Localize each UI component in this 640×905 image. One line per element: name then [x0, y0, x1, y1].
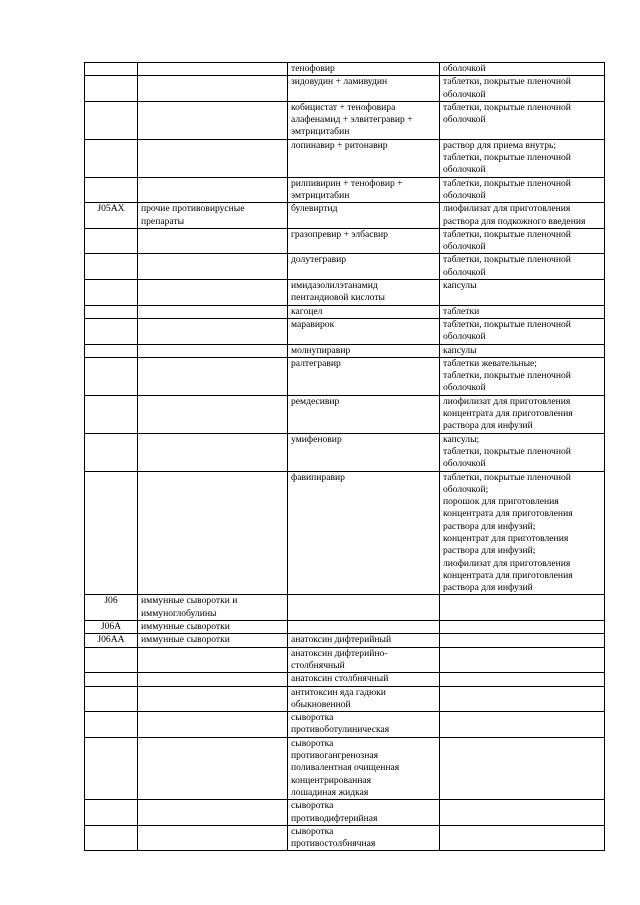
- atc-code-cell: [85, 800, 138, 826]
- dosage-form-cell: лиофилизат для приготовления концентрата для приготовления раствора для инфузий: [440, 395, 605, 433]
- atc-code-cell: [85, 63, 138, 76]
- atc-code-cell: [85, 712, 138, 738]
- table-row: [85, 712, 605, 738]
- atc-code-cell: [85, 433, 138, 471]
- atc-code-cell: [85, 305, 138, 318]
- group-name-cell: [138, 318, 288, 344]
- dosage-form-cell: [440, 647, 605, 673]
- table-body: [85, 63, 605, 851]
- drug-name-cell: анатоксин дифтерийный: [288, 634, 440, 647]
- table-row: [85, 254, 605, 280]
- atc-code-cell: J06A: [85, 621, 138, 634]
- atc-code-cell: [85, 101, 138, 139]
- group-name-cell: [138, 686, 288, 712]
- group-name-cell: [138, 712, 288, 738]
- atc-code-cell: [85, 280, 138, 306]
- table-row: [85, 76, 605, 102]
- group-name-cell: прочие противовирусные препараты: [138, 203, 288, 229]
- drug-name-cell: сыворотка противостолбнячная: [288, 825, 440, 851]
- table-row: [85, 737, 605, 799]
- dosage-form-cell: капсулы: [440, 344, 605, 357]
- dosage-form-cell: таблетки, покрытые пленочной оболочкой: [440, 101, 605, 139]
- document-page: [84, 62, 604, 851]
- drug-name-cell: [288, 621, 440, 634]
- atc-code-cell: [85, 139, 138, 177]
- group-name-cell: [138, 344, 288, 357]
- dosage-form-cell: таблетки, покрытые пленочной оболочкой: [440, 318, 605, 344]
- table-row: [85, 63, 605, 76]
- group-name-cell: [138, 673, 288, 686]
- drug-name-cell: сыворотка противодифтерийная: [288, 800, 440, 826]
- dosage-form-cell: [440, 621, 605, 634]
- table-row: [85, 395, 605, 433]
- dosage-form-cell: [440, 595, 605, 621]
- drug-name-cell: булевиртид: [288, 203, 440, 229]
- atc-code-cell: [85, 647, 138, 673]
- drug-name-cell: фавипиравир: [288, 471, 440, 595]
- drug-name-cell: молнупиравир: [288, 344, 440, 357]
- group-name-cell: [138, 228, 288, 254]
- atc-code-cell: [85, 76, 138, 102]
- dosage-form-cell: таблетки, покрытые пленочной оболочкой: [440, 228, 605, 254]
- table-row: [85, 177, 605, 203]
- dosage-form-cell: [440, 634, 605, 647]
- table-row: [85, 634, 605, 647]
- drug-name-cell: ралтегравир: [288, 357, 440, 395]
- atc-code-cell: [85, 395, 138, 433]
- table-row: [85, 228, 605, 254]
- table-row: [85, 101, 605, 139]
- drug-name-cell: долутегравир: [288, 254, 440, 280]
- group-name-cell: [138, 101, 288, 139]
- dosage-form-cell: таблетки, покрытые пленочной оболочкой: [440, 254, 605, 280]
- atc-code-cell: [85, 318, 138, 344]
- dosage-form-cell: лиофилизат для приготовления раствора для подкожного введения: [440, 203, 605, 229]
- drug-name-cell: [288, 595, 440, 621]
- dosage-form-cell: таблетки, покрытые пленочной оболочкой; порошок для приготовления концентрата для приготовления раствора для инфузий; концентрат для приготовления раствора для инфузий; лиофилизат для приготовления концентрата для приготовления раствора для инфузий: [440, 471, 605, 595]
- table-row: [85, 318, 605, 344]
- drug-name-cell: маравирок: [288, 318, 440, 344]
- drug-name-cell: анатоксин дифтерийно- столбнячный: [288, 647, 440, 673]
- group-name-cell: [138, 433, 288, 471]
- table-row: [85, 357, 605, 395]
- dosage-form-cell: [440, 825, 605, 851]
- atc-code-cell: J05AX: [85, 203, 138, 229]
- table-row: [85, 433, 605, 471]
- atc-code-cell: [85, 673, 138, 686]
- group-name-cell: [138, 737, 288, 799]
- group-name-cell: [138, 357, 288, 395]
- dosage-form-cell: раствор для приема внутрь; таблетки, покрытые пленочной оболочкой: [440, 139, 605, 177]
- group-name-cell: [138, 471, 288, 595]
- atc-code-cell: [85, 344, 138, 357]
- dosage-form-cell: таблетки: [440, 305, 605, 318]
- group-name-cell: иммунные сыворотки: [138, 634, 288, 647]
- dosage-form-cell: таблетки, покрытые пленочной оболочкой: [440, 177, 605, 203]
- atc-code-cell: [85, 357, 138, 395]
- group-name-cell: иммунные сыворотки и иммуноглобулины: [138, 595, 288, 621]
- dosage-form-cell: [440, 737, 605, 799]
- dosage-form-cell: [440, 673, 605, 686]
- table-row: [85, 800, 605, 826]
- atc-code-cell: [85, 177, 138, 203]
- drug-name-cell: зидовудин + ламивудин: [288, 76, 440, 102]
- group-name-cell: [138, 254, 288, 280]
- atc-code-cell: [85, 471, 138, 595]
- group-name-cell: [138, 76, 288, 102]
- table-row: [85, 647, 605, 673]
- table-row: [85, 280, 605, 306]
- drug-name-cell: кагоцел: [288, 305, 440, 318]
- drug-name-cell: тенофовир: [288, 63, 440, 76]
- dosage-form-cell: капсулы: [440, 280, 605, 306]
- table-row: [85, 139, 605, 177]
- group-name-cell: [138, 305, 288, 318]
- table-row: [85, 686, 605, 712]
- dosage-form-cell: оболочкой: [440, 63, 605, 76]
- atc-code-cell: [85, 686, 138, 712]
- group-name-cell: [138, 800, 288, 826]
- group-name-cell: [138, 395, 288, 433]
- table-row: [85, 471, 605, 595]
- table-row: [85, 825, 605, 851]
- group-name-cell: [138, 63, 288, 76]
- drug-name-cell: ремдесивир: [288, 395, 440, 433]
- drug-name-cell: антитоксин яда гадюки обыкновенной: [288, 686, 440, 712]
- dosage-form-cell: капсулы; таблетки, покрытые пленочной оболочкой: [440, 433, 605, 471]
- table-row: [85, 673, 605, 686]
- drug-name-cell: лопинавир + ритонавир: [288, 139, 440, 177]
- drug-name-cell: рилпивирин + тенофовир + эмтрицитабин: [288, 177, 440, 203]
- atc-code-cell: [85, 228, 138, 254]
- group-name-cell: [138, 139, 288, 177]
- group-name-cell: [138, 177, 288, 203]
- drug-name-cell: умифеновир: [288, 433, 440, 471]
- atc-code-cell: [85, 254, 138, 280]
- table-row: [85, 305, 605, 318]
- dosage-form-cell: [440, 712, 605, 738]
- medication-table: [84, 62, 605, 851]
- atc-code-cell: [85, 825, 138, 851]
- drug-name-cell: анатоксин столбнячный: [288, 673, 440, 686]
- dosage-form-cell: таблетки жевательные; таблетки, покрытые пленочной оболочкой: [440, 357, 605, 395]
- drug-name-cell: имидазолилэтанамид пентандиовой кислоты: [288, 280, 440, 306]
- drug-name-cell: сыворотка противоботулиническая: [288, 712, 440, 738]
- atc-code-cell: [85, 737, 138, 799]
- drug-name-cell: сыворотка противогангренозная поливалентная очищенная концентрированная лошадиная жидкая: [288, 737, 440, 799]
- table-row: [85, 344, 605, 357]
- dosage-form-cell: [440, 800, 605, 826]
- group-name-cell: иммунные сыворотки: [138, 621, 288, 634]
- dosage-form-cell: таблетки, покрытые пленочной оболочкой: [440, 76, 605, 102]
- drug-name-cell: кобицистат + тенофовира алафенамид + элвитегравир + эмтрицитабин: [288, 101, 440, 139]
- group-name-cell: [138, 647, 288, 673]
- group-name-cell: [138, 280, 288, 306]
- table-row: [85, 621, 605, 634]
- table-row: [85, 203, 605, 229]
- drug-name-cell: гразопревир + элбасвир: [288, 228, 440, 254]
- table-row: [85, 595, 605, 621]
- atc-code-cell: J06: [85, 595, 138, 621]
- group-name-cell: [138, 825, 288, 851]
- atc-code-cell: J06AA: [85, 634, 138, 647]
- dosage-form-cell: [440, 686, 605, 712]
